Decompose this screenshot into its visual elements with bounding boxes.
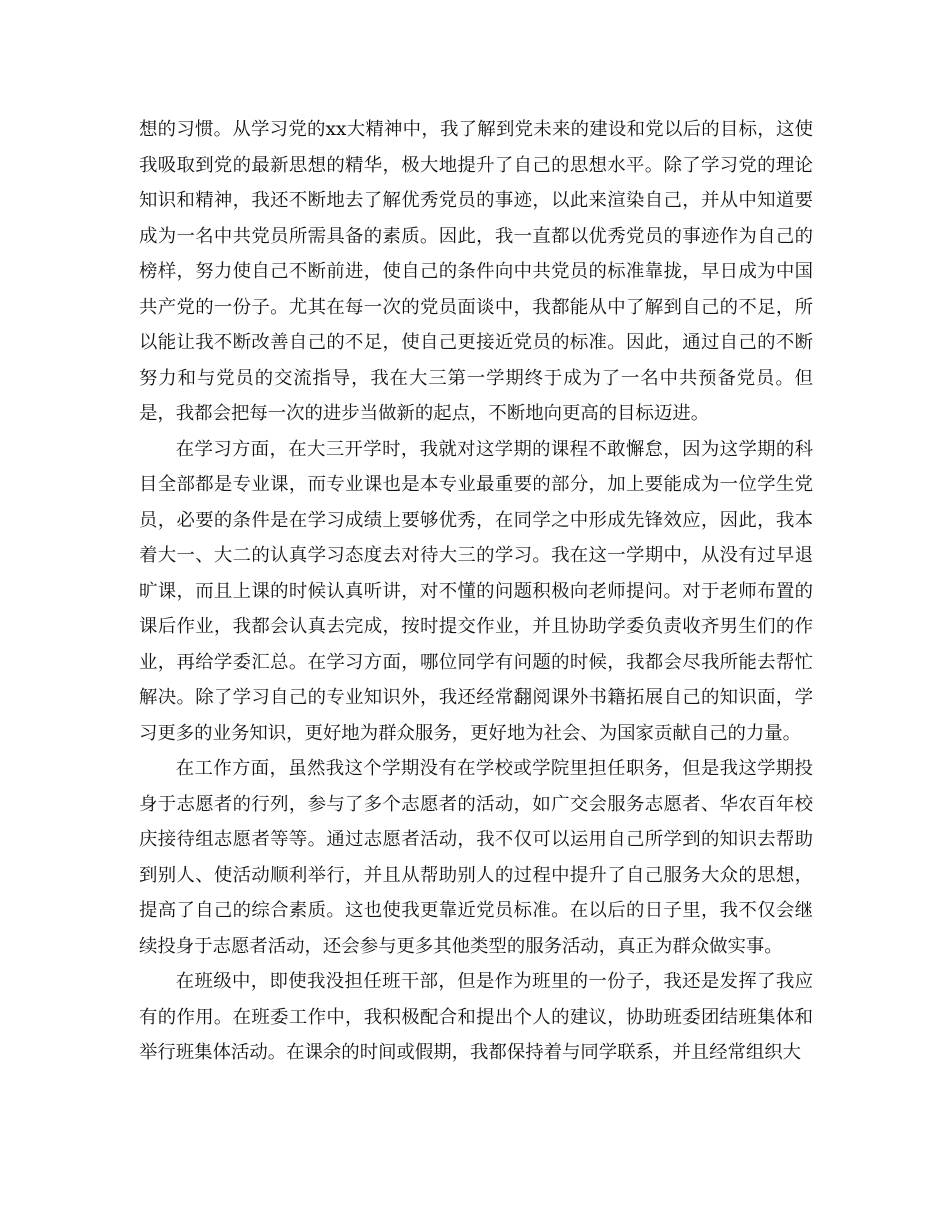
paragraph-study: 在学习方面，在大三开学时，我就对这学期的课程不敢懈怠，因为这学期的科目全部都是专业课，而专业课也是本专业最重要的部分，加上要能成为一位学生党员，必要的条件是在学习成绩上要够优秀，在同学之中形成先锋效应，因此，我本着大一、大二的认真学习态度去对待大三的学习。我在这一学期中，从没有过早退旷课，而且上课的时候认真听讲，对不懂的问题积极向老师提问。对于老师布置的课后作业，我都会认真去完成，按时提交作业，并且协助学委负责收齐男生们的作业，再给学委汇总。在学习方面，哪位同学有问题的时候，我都会尽我所能去帮忙解决。除了学习自己的专业知识外，我还经常翻阅课外书籍拓展自己的知识面，学习更多的业务知识，更好地为群众服务，更好地为社会、为国家贡献自己的力量。: [139, 438, 813, 744]
paragraph-work: 在工作方面，虽然我这个学期没有在学校或学院里担任职务，但是我这学期投身于志愿者的行列，参与了多个志愿者的活动，如广交会服务志愿者、华农百年校庆接待组志愿者等等。通过志愿者活动，我不仅可以运用自己所学到的知识去帮助到别人、使活动顺利举行，并且从帮助别人的过程中提升了自己服务大众的思想，提高了自己的综合素质。这也使我更靠近党员标准。在以后的日子里，我不仅会继续投身于志愿者活动，还会参与更多其他类型的服务活动，真正为群众做实事。: [139, 758, 813, 957]
paragraph-party-study: 想的习惯。从学习党的xx大精神中，我了解到党未来的建设和党以后的目标，这使我吸取到党的最新思想的精华，极大地提升了自己的思想水平。除了学习党的理论知识和精神，我还不断地去了解优秀党员的事迹，以此来渲染自己，并从中知道要成为一名中共党员所需具备的素质。因此，我一直都以优秀党员的事迹作为自己的榜样，努力使自己不断前进，使自己的条件向中共党员的标准靠拢，早日成为中国共产党的一份子。尤其在每一次的党员面谈中，我都能从中了解到自己的不足，所以能让我不断改善自己的不足，使自己更接近党员的标准。因此，通过自己的不断努力和与党员的交流指导，我在大三第一学期终于成为了一名中共预备党员。但是，我都会把每一次的进步当做新的起点，不断地向更高的目标迈进。: [139, 119, 813, 424]
document-body: [139, 112, 813, 1071]
paragraph-class: 在班级中，即使我没担任班干部，但是作为班里的一份子，我还是发挥了我应有的作用。在班委工作中，我积极配合和提出个人的建议，协助班委团结班集体和举行班集体活动。在课余的时间或假期，我都保持着与同学联系，并且经常组织大: [139, 971, 813, 1063]
